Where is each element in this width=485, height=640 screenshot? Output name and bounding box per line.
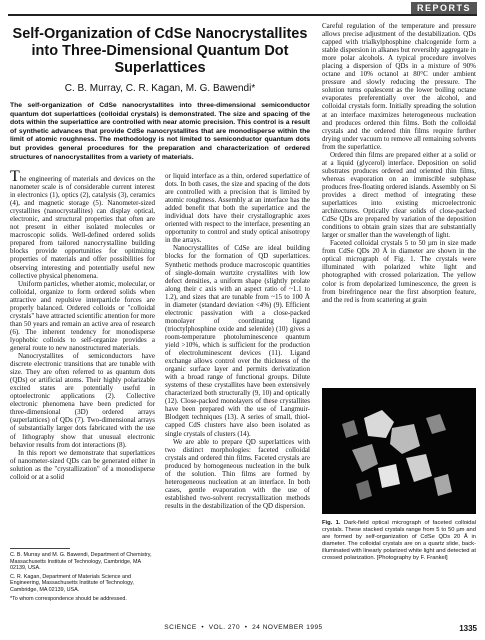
- header-rule: [8, 14, 477, 16]
- paragraph: [10, 168, 155, 280]
- footnote: C. B. Murray and M. G. Bawendi, Department of Chemistry, Massachusetts Institute of Technology, Cambridge, MA 02139, USA.: [10, 552, 152, 572]
- paragraph: Ordered thin films are prepared either at a solid or at a liquid (glycerol) interface. Deposition on solid substrates produces ordered and oriented thin films, whereas evaporation on an immiscible subphase produces free-floating ordered islands. Assembly on Si provides a direct method of integrating these superlattices into existing microelectronic architectures. Optically clear solids of close-packed CdSe QDs are prepared by variation of the deposition conditions to obtain grain sizes that are substantially larger or smaller than the wavelength of light.: [322, 150, 476, 240]
- paragraph-text: he engineering of materials and devices on the nanometer scale is of considerable current interest in electronics (1), optics (2), catalysis (3), ceramics (4), and magnetic storage (5). Nanometer-sized crystallites (nanocrystallites) can display optical, electronic, and structural properties that often are not present in either isolated molecules or macroscopic solids. Well-defined ordered solids prepared from tailored nanocrystalline building blocks provide opportunities for optimizing properties of materials and offer possibilities for observing interesting and potentially useful new collective physical phenomena.: [10, 175, 155, 280]
- footnote: C. R. Kagan, Department of Materials Science and Engineering, Massachusetts Institute of Technology, Cambridge, MA 02139, USA.: [10, 573, 134, 593]
- paragraph: In this report we demonstrate that superlattices of nanometer-sized QDs can be generated either in solution as the "crystallization" of a monodisperse colloid or at a solid: [10, 448, 155, 481]
- paragraph: Faceted colloidal crystals 5 to 50 µm in size made from CdSe QDs 20 Å in diameter are shown in the optical micrograph of Fig. 1. The crystals were illuminated with polarized white light and photographed with crossed polarization. The yellow color is from depolarized luminescence, the green is from birefringence near the first absorption feature, and the red is from scattering at grain: [322, 239, 476, 304]
- paragraph: Uniform particles, whether atomic, molecular, or colloidal, organize to form ordered solids when attractive and repulsive interparticle forces are properly balanced. Ordered colloids or "colloidal crystals" have attracted scientific attention for more than 50 years and remain an active area of research (6). The inherent tendency for monodisperse lyophobic colloids to self-organize provides a general route to new nanostructured materials.: [10, 279, 155, 352]
- body-column-3: [322, 22, 476, 304]
- footnote-rule: [10, 548, 70, 549]
- title-block: [10, 26, 310, 162]
- micrograph-image: [322, 388, 476, 514]
- caption-label: Fig. 1.: [322, 520, 341, 526]
- page-number: 1335: [459, 624, 477, 633]
- figure-micrograph: [322, 388, 476, 514]
- author-footnotes: [10, 548, 155, 604]
- body-column-1: [10, 168, 155, 481]
- body-column-2: [165, 172, 310, 510]
- authors: C. B. Murray, C. R. Kagan, M. G. Bawendi*: [64, 83, 256, 94]
- abstract: The self-organization of CdSe nanocrystallites into three-dimensional semiconductor quantum dot superlattices (colloidal crystals) is demonstrated. The size and spacing of the dots within the superlattice are controlled with near atomic precision. This control is a result of synthetic advances that provide CdSe nanocrystallites that are monodisperse within the limit of atomic roughness. The methodology is not limited to semiconductor quantum dots but provides general procedures for the preparation and characterization of ordered structures of nanocrystallites from a variety of materials.: [10, 102, 310, 161]
- journal-name: SCIENCE: [164, 624, 197, 631]
- paper-title: Self-Organization of CdSe Nanocrystallites into Three-Dimensional Quantum Dot Superlattices: [12, 26, 308, 76]
- footnote: *To whom correspondence should be addressed.: [10, 595, 127, 602]
- running-header: [0, 0, 485, 20]
- paragraph: Nanocrystallites of CdSe are ideal building blocks for the formation of QD superlattices. Synthetic methods produce macroscopic quantities of single-domain wurtzite crystallites with low defect densities, a uniform shape (slightly prolate along their c axis with an aspect ratio of ~1.1 to 1.2), and sizes that are tunable from ~15 to 100 Å in diameter (standard deviation <4%) (9). Efficient electronic passivation with a close-packed monolayer of coordinating ligand (trioctylphosphine oxide and selenide) (10) gives a room-temperature photoluminescence quantum yield >10%, which is sufficient for the production of electroluminescent devices (11). Ligand exchange allows control over the thickness of the organic surface layer and permits derivatization with a broad range of functional groups. Dilute systems of these crystallites have been extensively characterized both structurally (9, 10) and optically (12). Close-packed monolayers of these crystallites have been prepared with the use of Langmuir-Blodgett techniques (13). A series of small, thiol-capped CdS clusters have also been isolated as single crystals of clusters (14).: [165, 244, 310, 438]
- page-footer: [10, 624, 477, 636]
- caption-text: Dark-field optical micrograph of faceted colloidal crystals. These stacked crystals range from 5 to 50 µm and are formed by self-organization of CdSe QDs 20 Å in diameter. The colloidal crystals are on a quartz slide, back-illuminated with linearly polarized white light and detected at crossed polarization. [Photography by F. Frankel]: [322, 520, 476, 561]
- footer-citation: SCIENCE • VOL. 270 • 24 NOVEMBER 1995: [164, 624, 323, 631]
- section-label: REPORTS: [411, 2, 477, 14]
- crystal-shape: [378, 464, 400, 488]
- paragraph: Nanocrystallites of semiconductors have discrete electronic transitions that are tunable with size. They are often referred to as quantum dots (QDs) or artificial atoms. Their highly polarizable excited states are potentially useful in optoelectronic applications (2). Collective electronic phenomena have been predicted for three-dimensional (3D) ordered arrays (superlattices) of QDs (7). Two-dimensional arrays of substantially larger dots fabricated with the use of lithography show that unusual electronic behavior results from dot interactions (8).: [10, 352, 155, 449]
- volume: VOL. 270: [208, 624, 241, 631]
- paragraph: or liquid interface as a thin, ordered superlattice of dots. In both cases, the size and spacing of the dots are controlled with a precision that is limited by atomic roughness. Assembly at an interface has the added benefit that both the superlattice and the individual dots have their crystallographic axes oriented with respect to the interface, presenting an opportunity to control and study optical anisotropy in the arrays.: [165, 172, 310, 245]
- figure-caption: [322, 520, 476, 562]
- issue-date: 24 NOVEMBER 1995: [252, 624, 323, 631]
- paragraph: Careful regulation of the temperature and pressure allows precise adjustment of the destabilization. QDs capped with trialkylphosphine chalcogenide form a stable dispersion in alkanes but reversibly aggregate in more polar alcohols. A typical procedure involves placing a dispersion of QDs in a mixture of 90% octane and 10% octanol at 80°C under ambient pressure and slowly reducing the pressure. The solution turns opalescent as the lower boiling octane evaporates preferentially over the alcohol, and colloidal crystals form. Initially spreading the solution at an interface maximizes heterogeneous nucleation and produces ordered thin films. Both the colloidal crystals and the ordered thin films require further drying under vacuum to remove all remaining solvents from the superlattice.: [322, 22, 476, 151]
- paragraph: We are able to prepare QD superlattices with two distinct morphologies: faceted colloidal crystals and ordered thin films. Faceted crystals are produced by homogeneous nucleation in the bulk of the solution. Thin films are formed by heterogeneous nucleation at an interface. In both cases, gentle evaporation with the use of established two-solvent recrystallization methods results in the destabilization of the QD dispersion.: [165, 437, 310, 510]
- drop-cap: T: [10, 168, 20, 185]
